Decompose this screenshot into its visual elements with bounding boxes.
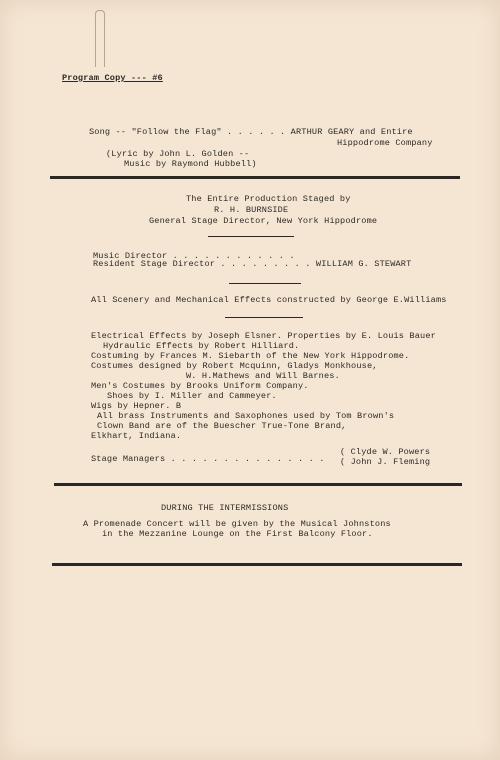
intermissions-line-2: in the Mezzanine Lounge on the First Balcony Floor. (102, 529, 373, 539)
divider-rule (50, 176, 460, 179)
credits-line: Costuming by Frances M. Siebarth of the New York Hippodrome. (91, 351, 410, 361)
stage-managers-label: Stage Managers . . . . . . . . . . . . . . . (91, 454, 325, 464)
intermissions-heading: DURING THE INTERMISSIONS (161, 503, 289, 513)
production-line-1: The Entire Production Staged by (186, 194, 351, 204)
song-line-3: (Lyric by John L. Golden -- (106, 149, 250, 159)
paper-clip-mark (95, 10, 105, 67)
credits-line: Hydraulic Effects by Robert Hilliard. (103, 341, 300, 351)
intermissions-line-1: A Promenade Concert will be given by the Musical Johnstons (83, 519, 391, 529)
credits-line: Elkhart, Indiana. (91, 431, 182, 441)
song-line-4: Music by Raymond Hubbell) (124, 159, 257, 169)
program-copy-label: Program Copy --- #6 (62, 73, 163, 83)
music-director-line: Music Director . . . . . . . . . . . . (93, 251, 295, 261)
short-divider (229, 283, 301, 284)
credits-line: Electrical Effects by Joseph Elsner. Properties by E. Louis Bauer (91, 331, 436, 341)
credits-line: Shoes by I. Miller and Cammeyer. (107, 391, 277, 401)
stage-manager-name: ( Clyde W. Powers (340, 447, 431, 457)
scenery-line: All Scenery and Mechanical Effects constructed by George E.Williams (91, 295, 447, 305)
resident-director-line: Resident Stage Director . . . . . . . . . WILLIAM G. STEWART (93, 259, 412, 269)
credits-line: W. H.Mathews and Will Barnes. (186, 371, 340, 381)
song-line-1: Song -- "Follow the Flag" . . . . . . ARTHUR GEARY and Entire (89, 127, 413, 137)
credits-line: Men's Costumes by Brooks Uniform Company. (91, 381, 309, 391)
production-line-2: R. H. BURNSIDE (214, 205, 289, 215)
stage-manager-name: ( John J. Fleming (340, 457, 431, 467)
credits-line: Costumes designed by Robert Mcquinn, Gladys Monkhouse, (91, 361, 378, 371)
divider-rule (54, 483, 462, 486)
short-divider (208, 236, 294, 237)
song-line-2: Hippodrome Company (337, 138, 433, 148)
credits-line: All brass Instruments and Saxophones used by Tom Brown's (97, 411, 395, 421)
production-line-3: General Stage Director, New York Hippodrome (149, 216, 378, 226)
credits-line: Clown Band are of the Buescher True-Tone Brand, (97, 421, 347, 431)
credits-line: Wigs by Hepner. B (91, 401, 182, 411)
divider-rule (52, 563, 462, 566)
short-divider (225, 317, 303, 318)
